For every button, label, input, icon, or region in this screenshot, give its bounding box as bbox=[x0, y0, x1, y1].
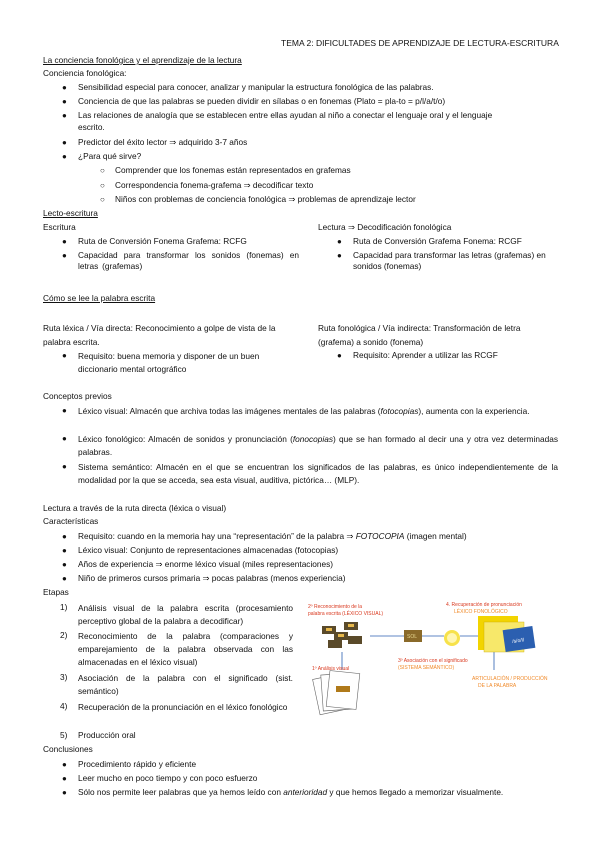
list-item: Léxico visual: Conjunto de representaciones almacenadas (fotocopias) bbox=[78, 545, 339, 555]
circle-bullet-icon: ○ bbox=[100, 181, 105, 190]
list-item: Conciencia de que las palabras se pueden dividir en sílabas o en fonemas (Plato = pla-to = p/l/a/t/o) bbox=[78, 96, 446, 106]
list-item: Capacidad para transformar los sonidos (fonemas) en letras (grafemas) bbox=[78, 250, 299, 271]
sol-box bbox=[404, 630, 422, 642]
svg-text:4. Recuperación de pronunciaci: 4. Recuperación de pronunciación bbox=[446, 602, 522, 608]
bullet-icon: ● bbox=[62, 760, 67, 769]
bullet-icon: ● bbox=[337, 237, 342, 246]
stage-item: Reconocimiento de la palabra (comparaciones y emparejamiento de la palabra observada con las almacenadas en el léxico visual) bbox=[78, 631, 293, 667]
conceptos-head: Conceptos previos bbox=[43, 391, 112, 401]
list-item: Capacidad para transformar las letras (grafemas) en sonidos (fonemas) bbox=[353, 250, 546, 271]
stage-number: 3) bbox=[60, 672, 68, 682]
bullet-icon: ● bbox=[62, 251, 67, 260]
list-item: Predictor del éxito lector ⇒ adquirido 3-7 años bbox=[78, 137, 248, 147]
bullet-icon: ● bbox=[62, 774, 67, 783]
bullet-icon: ● bbox=[62, 111, 67, 120]
list-item: Léxico visual: Almacén que archiva todas las imágenes mentales de las palabras (fotocopias), aumenta con la experiencia. bbox=[78, 406, 530, 416]
list-item: Léxico fonológico: Almacén de sonidos y pronunciación (fonocopias) que se han formado al decir una y otra vez determinadas palabras. bbox=[78, 434, 558, 457]
section-title-como: Cómo se lee la palabra escrita bbox=[43, 293, 156, 303]
col-head-lectura: Lectura ⇒ Decodificación fonológica bbox=[318, 222, 452, 232]
bullet-icon: ● bbox=[62, 138, 67, 147]
circle-bullet-icon: ○ bbox=[100, 166, 105, 175]
list-item: Leer mucho en poco tiempo y con poco esfuerzo bbox=[78, 773, 258, 783]
stage-number: 4) bbox=[60, 701, 68, 711]
bullet-icon: ● bbox=[62, 351, 67, 360]
col-head-escritura: Escritura bbox=[43, 222, 76, 232]
list-item: Sólo nos permite leer palabras que ya hemos leído con anterioridad y que hemos llegado a memorizar visualmente. bbox=[78, 787, 504, 797]
list-item: ¿Para qué sirve? bbox=[78, 151, 142, 161]
conclusiones-head: Conclusiones bbox=[43, 744, 93, 754]
svg-text:(SISTEMA SEMÁNTICO): (SISTEMA SEMÁNTICO) bbox=[398, 665, 455, 671]
bullet-icon: ● bbox=[62, 546, 67, 555]
sun-icon bbox=[444, 630, 460, 646]
bullet-icon: ● bbox=[62, 237, 67, 246]
svg-text:2º Reconocimiento de la: 2º Reconocimiento de la bbox=[308, 604, 363, 610]
stage-item: Recuperación de la pronunciación en el léxico fonológico bbox=[78, 702, 288, 712]
stage-number: 5) bbox=[60, 730, 68, 740]
stage-item: Producción oral bbox=[78, 730, 136, 740]
list-item: Sistema semántico: Almacén en el que se encuentran los significados de las palabras, es único independientemente de la modalidad por la que se acceda, sea esta visual, auditiva, pictórica… (MLP). bbox=[78, 462, 558, 485]
word-cards bbox=[313, 671, 360, 715]
list-item: Requisito: buena memoria y disponer de un buen diccionario mental ortográfico bbox=[78, 351, 260, 374]
page-header: TEMA 2: DIFICULTADES DE APRENDIZAJE DE LECTURA-ESCRITURA bbox=[281, 38, 559, 48]
list-item: Ruta de Conversión Fonema Grafema: RCFG bbox=[78, 236, 247, 246]
lexicon-cards bbox=[322, 622, 362, 648]
list-item: Sensibilidad especial para conocer, analizar y manipular la estructura fonológica de las palabras. bbox=[78, 82, 434, 92]
bullet-icon: ● bbox=[62, 560, 67, 569]
list-item: Las relaciones de analogía que se establecen entre ellas ayudan al niño a conectar el lenguaje oral y el lenguaje bbox=[78, 110, 493, 120]
bullet-icon: ● bbox=[62, 532, 67, 541]
stage-item: Análisis visual de la palabra escrita (procesamiento perceptivo global de la palabra a decodificar) bbox=[78, 603, 293, 626]
list-item: Años de experiencia ⇒ enorme léxico visual (miles representaciones) bbox=[78, 559, 334, 569]
section-title-lecto: Lecto-escritura bbox=[43, 208, 98, 218]
bullet-icon: ● bbox=[337, 251, 342, 260]
bullet-icon: ● bbox=[62, 406, 67, 415]
sub-item: Correspondencia fonema-grafema ⇒ decodificar texto bbox=[115, 180, 314, 190]
svg-text:/s/o/l/: /s/o/l/ bbox=[511, 637, 525, 645]
list-item: Requisito: cuando en la memoria hay una “representación” de la palabra ⇒ FOTOCOPIA (imagen mental) bbox=[78, 531, 467, 541]
list-item: Requisito: Aprender a utilizar las RCGF bbox=[353, 350, 498, 360]
bullet-icon: ● bbox=[62, 788, 67, 797]
svg-text:ARTICULACIÓN / PRODUCCIÓN: ARTICULACIÓN / PRODUCCIÓN bbox=[472, 676, 548, 682]
ruta-directa-head: Lectura a través de la ruta directa (léxica o visual) bbox=[43, 503, 227, 513]
bullet-icon: ● bbox=[62, 462, 67, 471]
bullet-icon: ● bbox=[62, 83, 67, 92]
svg-text:DE LA PALABRA: DE LA PALABRA bbox=[478, 683, 517, 689]
diagram-svg bbox=[298, 600, 560, 728]
bullet-icon: ● bbox=[62, 152, 67, 161]
bullet-icon: ● bbox=[62, 574, 67, 583]
sub-item: Comprender que los fonemas están representados en grafemas bbox=[115, 165, 351, 175]
etapas-head: Etapas bbox=[43, 587, 69, 597]
svg-text:1º Análisis visual: 1º Análisis visual bbox=[312, 666, 350, 672]
bullet-icon: ● bbox=[62, 434, 67, 443]
list-item: Procedimiento rápido y eficiente bbox=[78, 759, 197, 769]
ruta-lexica: Ruta léxica / Vía directa: Reconocimiento a golpe de vista de la palabra escrita. bbox=[43, 323, 276, 347]
stage-number: 2) bbox=[60, 630, 68, 640]
list-item-cont: escrito. bbox=[78, 122, 105, 132]
sub-item: Niños con problemas de conciencia fonológica ⇒ problemas de aprendizaje lector bbox=[115, 194, 416, 204]
svg-text:palabra escrita (LÉXICO VISUAL: palabra escrita (LÉXICO VISUAL) bbox=[308, 611, 384, 617]
ruta-fonologica: Ruta fonológica / Vía indirecta: Transformación de letra (grafema) a sonido (fonema) bbox=[318, 323, 521, 347]
list-item: Niño de primeros cursos primaria ⇒ pocas palabras (menos experiencia) bbox=[78, 573, 346, 583]
svg-text:LÉXICO FONOLÓGICO: LÉXICO FONOLÓGICO bbox=[454, 609, 508, 615]
stage-number: 1) bbox=[60, 602, 68, 612]
bullet-icon: ● bbox=[62, 97, 67, 106]
subheading: Conciencia fonológica: bbox=[43, 68, 127, 78]
section-title-phonological: La conciencia fonológica y el aprendizaje de la lectura bbox=[43, 55, 242, 65]
list-item: Ruta de Conversión Grafema Fonema: RCGF bbox=[353, 236, 522, 246]
caracteristicas-head: Características bbox=[43, 516, 99, 526]
bullet-icon: ● bbox=[337, 351, 342, 360]
reading-route-diagram bbox=[298, 600, 560, 728]
svg-text:SOL: SOL bbox=[407, 634, 418, 640]
folder-icon bbox=[478, 616, 535, 652]
svg-text:3º Asociación con el significa: 3º Asociación con el significado bbox=[398, 658, 468, 664]
stage-item: Asociación de la palabra con el significado (sist. semántico) bbox=[78, 673, 293, 696]
circle-bullet-icon: ○ bbox=[100, 195, 105, 204]
